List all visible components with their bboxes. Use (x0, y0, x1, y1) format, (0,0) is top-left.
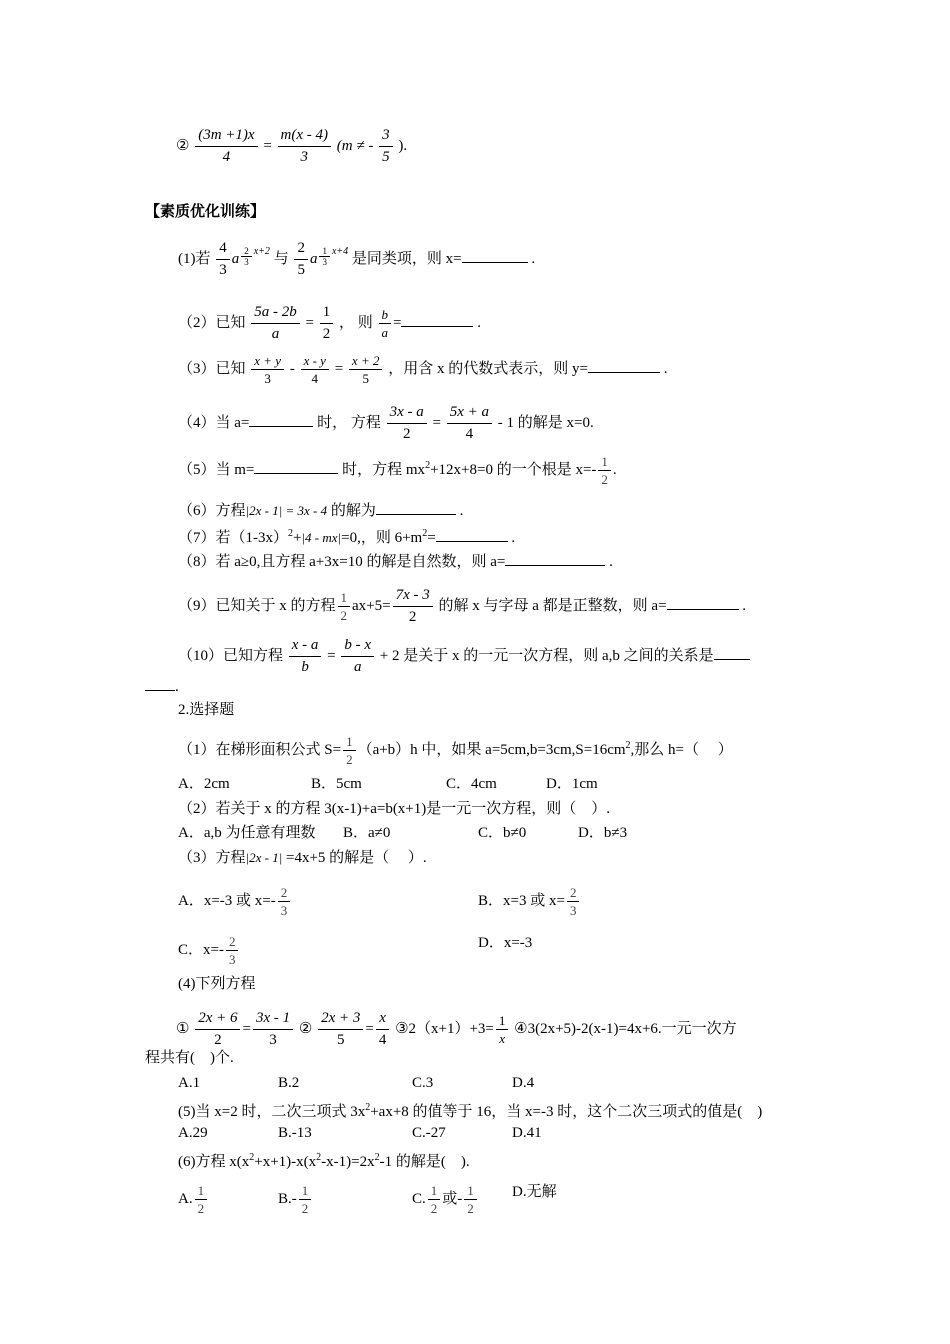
question-4: （4）当 a= 时， 方程 $\frac{3x - a}{2}$ = $\frac{5x + a}{4}$ - 1 的解是 x=0. (178, 402, 594, 445)
expression: |2x - 1| = 3x - 4 (245, 503, 328, 518)
answer-blank[interactable] (401, 312, 473, 327)
fraction: $\frac{4}{3}$ (216, 238, 230, 281)
choice-3-opt-c: C．x=- $\frac{2}{3}$ (178, 933, 240, 968)
question-7: （7）若$(1-3x)^2+|4 - mx|=0$,，则 $6+m^2=$ . (178, 528, 516, 546)
question-10: （10）已知方程 $\frac{x - a}{b}$ = $\frac{b - x}{a}$ + 2 是关于 x 的一元一次方程，则 a,b 之间的关系是 (178, 635, 750, 678)
answer-blank[interactable] (667, 595, 739, 610)
question-10-cont: . (145, 676, 179, 697)
fraction: $\frac{(3m +1)x}{4}$ (195, 125, 257, 168)
question-5: （5）当 m= 时，方程 $mx^2+12x+8=0$ 的一个根是 x=- $\frac{1}{2}$ . (178, 454, 617, 487)
question-6: （6）方程|2x - 1| = 3x - 4 的解为 . (178, 500, 463, 521)
fraction: $\frac{5a - 2b}{a}$ (251, 302, 300, 345)
answer-blank[interactable] (462, 248, 528, 263)
answer-blank[interactable] (588, 358, 660, 373)
fraction: $\frac{3x - a}{2}$ (387, 402, 427, 445)
marker: ② (176, 137, 190, 154)
choice-6: (6)方程 $x(x^2+x+1)-x(x^2-x-1)=2x^2-1$ 的解是( ). (178, 1152, 470, 1170)
answer-blank[interactable] (249, 412, 313, 427)
fraction: $\frac{5x + a}{4}$ (447, 402, 492, 445)
expression: |4 - mx| (301, 530, 342, 545)
choice-2: （2）若关于 x 的方程 3(x-1)+a=b(x+1)是一元一次方程，则（ ）. (178, 801, 611, 817)
section-title: 【素质优化训练】 (145, 204, 266, 220)
question-3: （3）已知 $\frac{x + y}{3}$ - $\frac{x - y}{4}$ = $\frac{x + 2}{5}$ ，用含 x 的代数式表示，则 y= . (178, 353, 668, 386)
answer-blank[interactable] (714, 645, 750, 660)
part-2-title: 2.选择题 (178, 702, 235, 718)
fraction: $\frac{x - a}{b}$ (289, 635, 322, 678)
choice-4-title: (4)下列方程 (178, 976, 256, 992)
choice-4: ① $\frac{2x + 6}{2}$ = $\frac{3x - 1}{3}$ ② $\frac{2x + 3}{5}$ = $\frac{x}{4}$ ③2（x+1）+3= $\frac{1}{x}$ ④3(2x+5)-2(x-1)=4x+6.一元一次方 (176, 1010, 737, 1048)
choice-1: （1）在梯形面积公式 S= $\frac{1}{2}$ （a+b）h 中，如果 $a=5cm,b=3cm,S=16cm^2$,那么 h=（ ） (178, 734, 733, 767)
fraction: $\frac{1}{2}$ (338, 589, 351, 624)
fraction: $\frac{1}{2}$ (343, 733, 356, 768)
fraction: $\frac{x - y}{4}$ (301, 352, 329, 387)
choice-3-opt-a: A．x=-3 或 x=- $\frac{2}{3}$ (178, 884, 292, 919)
question-8: （8）若 a≥0,且方程 a+3x=10 的解是自然数，则 a= . (178, 551, 613, 572)
fraction: $\frac{1}{2}$ (320, 302, 334, 345)
question-1: (1)若 $\frac{4}{3}$ a $^{\frac{2}{3} x+2}$ 与 $\frac{2}{5}$ a $^{\frac{1}{3} x+4}$ 是同类项，则 x= . (178, 238, 535, 281)
fraction: $\frac{b - x}{a}$ (341, 635, 374, 678)
equation-2: ② $\frac{(3m +1)x}{4}$ = $\frac{m(x - 4)}{3}$ (m ≠ - $\frac{3}{5}$ ). (176, 125, 407, 168)
fraction: $\frac{x + 2}{5}$ (349, 352, 383, 387)
answer-blank[interactable] (145, 676, 175, 691)
answer-blank[interactable] (505, 551, 605, 566)
fraction: $\frac{2}{5}$ (294, 238, 308, 281)
answer-blank[interactable] (436, 527, 508, 542)
choice-3-opt-d: D．x=-3 (478, 935, 533, 951)
expression: |2x - 1| (245, 850, 283, 865)
fraction: $\frac{m(x - 4)}{3}$ (278, 125, 331, 168)
fraction: $\frac{b}{a}$ (379, 306, 392, 341)
question-2: （2）已知 $\frac{5a - 2b}{a}$ = $\frac{1}{2}$ ， 则 $\frac{b}{a}$ = . (178, 302, 481, 345)
choice-3-opt-b: B．x=3 或 x= $\frac{2}{3}$ (478, 884, 581, 919)
fraction: $\frac{3}{5}$ (379, 125, 393, 168)
question-9: （9）已知关于 x 的方程 $\frac{1}{2}$ ax+5= $\frac{7x - 3}{2}$ 的解 x 与字母 a 都是正整数，则 a= . (178, 585, 746, 628)
choice-4-cont: 程共有( )个. (145, 1050, 234, 1066)
choice-3: （3）方程|2x - 1| =4x+5 的解是（ ）. (178, 850, 427, 866)
choice-5: (5)当 x=2 时，二次三项式 $3x^2+ax+8$ 的值等于 16，当 x=-3 时，这个二次三项式的值是( ) (178, 1102, 763, 1120)
fraction: $\frac{1}{2}$ (598, 453, 611, 488)
answer-blank[interactable] (254, 459, 338, 474)
fraction: $\frac{x + y}{3}$ (251, 352, 284, 387)
answer-blank[interactable] (376, 500, 456, 515)
fraction: $\frac{7x - 3}{2}$ (393, 585, 433, 628)
